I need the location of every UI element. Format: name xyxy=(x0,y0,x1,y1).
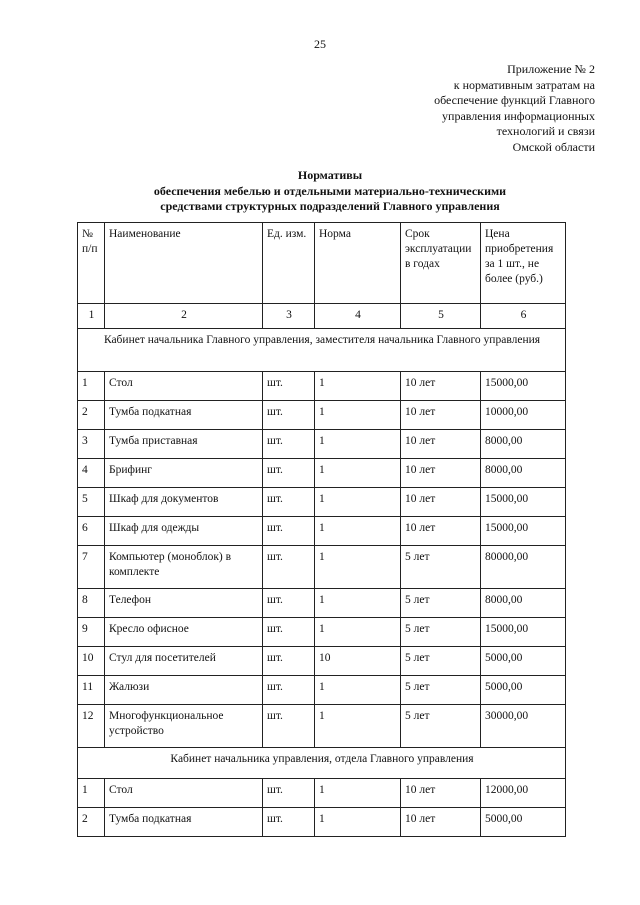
appendix-line: обеспечение функций Главного xyxy=(434,93,595,107)
cell-price: 15000,00 xyxy=(481,488,566,517)
cell-term: 5 лет xyxy=(401,589,481,618)
cell-name: Жалюзи xyxy=(105,676,263,705)
cell-unit: шт. xyxy=(263,430,315,459)
table-row xyxy=(78,618,566,647)
norms-table xyxy=(77,222,566,837)
cell-norm: 1 xyxy=(315,430,401,459)
appendix-line: управления информационных xyxy=(442,108,595,123)
cell-num: 2 xyxy=(78,401,105,430)
cell-price: 5000,00 xyxy=(481,808,566,837)
cell-unit: шт. xyxy=(263,517,315,546)
cell-price: 30000,00 xyxy=(481,705,566,748)
cell-norm: 1 xyxy=(315,676,401,705)
cell-price: 10000,00 xyxy=(481,401,566,430)
cell-norm: 1 xyxy=(315,779,401,808)
cell-price: 8000,00 xyxy=(481,430,566,459)
cell-norm: 1 xyxy=(315,618,401,647)
cell-price: 80000,00 xyxy=(481,546,566,589)
cell-price: 15000,00 xyxy=(481,372,566,401)
column-number: 5 xyxy=(401,304,481,329)
document-title xyxy=(80,168,580,215)
cell-num: 1 xyxy=(78,779,105,808)
column-number: 3 xyxy=(263,304,315,329)
cell-name: Тумба подкатная xyxy=(105,808,263,837)
cell-norm: 1 xyxy=(315,546,401,589)
cell-name: Компьютер (моноблок) в комплекте xyxy=(105,546,263,589)
cell-name: Телефон xyxy=(105,589,263,618)
cell-name: Тумба приставная xyxy=(105,430,263,459)
table-row xyxy=(78,647,566,676)
cell-term: 10 лет xyxy=(401,430,481,459)
appendix-line: Омской области xyxy=(512,139,595,154)
table-header-row xyxy=(78,223,566,304)
column-number-row xyxy=(78,304,566,329)
cell-unit: шт. xyxy=(263,589,315,618)
header-unit: Ед. изм. xyxy=(263,223,315,304)
cell-num: 6 xyxy=(78,517,105,546)
cell-num: 11 xyxy=(78,676,105,705)
table-row xyxy=(78,808,566,837)
table-row xyxy=(78,372,566,401)
appendix-line: технологий и связи xyxy=(496,124,595,138)
cell-price: 15000,00 xyxy=(481,618,566,647)
cell-price: 12000,00 xyxy=(481,779,566,808)
header-norm: Норма xyxy=(315,223,401,304)
cell-term: 5 лет xyxy=(401,647,481,676)
column-number: 1 xyxy=(78,304,105,329)
section-row xyxy=(78,748,566,779)
cell-norm: 1 xyxy=(315,517,401,546)
cell-norm: 1 xyxy=(315,488,401,517)
table-row xyxy=(78,459,566,488)
cell-norm: 1 xyxy=(315,589,401,618)
cell-price: 15000,00 xyxy=(481,517,566,546)
cell-term: 10 лет xyxy=(401,401,481,430)
cell-num: 2 xyxy=(78,808,105,837)
title-line: обеспечения мебелью и отдельными материально-техническими xyxy=(153,183,507,198)
cell-unit: шт. xyxy=(263,372,315,401)
appendix-note xyxy=(365,62,595,155)
column-number: 2 xyxy=(105,304,263,329)
cell-name: Многофункциональное устройство xyxy=(105,705,263,748)
cell-norm: 1 xyxy=(315,705,401,748)
cell-term: 5 лет xyxy=(401,618,481,647)
table-row xyxy=(78,401,566,430)
table-row xyxy=(78,488,566,517)
cell-num: 1 xyxy=(78,372,105,401)
cell-name: Стол xyxy=(105,779,263,808)
table-row xyxy=(78,430,566,459)
cell-unit: шт. xyxy=(263,779,315,808)
cell-norm: 1 xyxy=(315,808,401,837)
page-number: 25 xyxy=(314,37,326,51)
title-line: средствами структурных подразделений Главного управления xyxy=(160,199,500,213)
cell-price: 5000,00 xyxy=(481,647,566,676)
cell-unit: шт. xyxy=(263,459,315,488)
title-line: Нормативы xyxy=(297,168,363,182)
cell-num: 9 xyxy=(78,618,105,647)
cell-term: 10 лет xyxy=(401,488,481,517)
cell-price: 5000,00 xyxy=(481,676,566,705)
section-title: Кабинет начальника Главного управления, заместителя начальника Главного управления xyxy=(78,329,566,372)
cell-num: 4 xyxy=(78,459,105,488)
cell-norm: 10 xyxy=(315,647,401,676)
header-num: № п/п xyxy=(78,223,105,304)
cell-term: 10 лет xyxy=(401,808,481,837)
column-number: 6 xyxy=(481,304,566,329)
cell-num: 7 xyxy=(78,546,105,589)
cell-unit: шт. xyxy=(263,676,315,705)
appendix-line: Приложение № 2 xyxy=(507,62,595,76)
cell-term: 5 лет xyxy=(401,676,481,705)
table-row xyxy=(78,779,566,808)
cell-num: 3 xyxy=(78,430,105,459)
section-row xyxy=(78,329,566,372)
cell-name: Брифинг xyxy=(105,459,263,488)
cell-price: 8000,00 xyxy=(481,589,566,618)
appendix-line: к нормативным затратам на xyxy=(453,77,595,92)
table-row xyxy=(78,546,566,589)
cell-norm: 1 xyxy=(315,372,401,401)
cell-term: 10 лет xyxy=(401,372,481,401)
cell-unit: шт. xyxy=(263,705,315,748)
cell-term: 5 лет xyxy=(401,546,481,589)
cell-name: Шкаф для одежды xyxy=(105,517,263,546)
cell-price: 8000,00 xyxy=(481,459,566,488)
cell-num: 8 xyxy=(78,589,105,618)
cell-term: 10 лет xyxy=(401,517,481,546)
cell-name: Тумба подкатная xyxy=(105,401,263,430)
cell-norm: 1 xyxy=(315,459,401,488)
cell-num: 12 xyxy=(78,705,105,748)
table-row xyxy=(78,676,566,705)
section-title: Кабинет начальника управления, отдела Главного управления xyxy=(78,748,566,779)
cell-norm: 1 xyxy=(315,401,401,430)
cell-unit: шт. xyxy=(263,647,315,676)
cell-name: Стул для посетителей xyxy=(105,647,263,676)
column-number: 4 xyxy=(315,304,401,329)
cell-name: Шкаф для документов xyxy=(105,488,263,517)
cell-unit: шт. xyxy=(263,401,315,430)
table-row xyxy=(78,589,566,618)
header-term: Срок эксплуатации в годах xyxy=(401,223,481,304)
cell-num: 5 xyxy=(78,488,105,517)
table-row xyxy=(78,517,566,546)
cell-name: Кресло офисное xyxy=(105,618,263,647)
cell-term: 10 лет xyxy=(401,779,481,808)
cell-unit: шт. xyxy=(263,618,315,647)
header-name: Наименование xyxy=(105,223,263,304)
cell-name: Стол xyxy=(105,372,263,401)
cell-term: 5 лет xyxy=(401,705,481,748)
cell-num: 10 xyxy=(78,647,105,676)
header-price: Цена приобретения за 1 шт., не более (руб.) xyxy=(481,223,566,304)
cell-unit: шт. xyxy=(263,546,315,589)
cell-unit: шт. xyxy=(263,808,315,837)
cell-term: 10 лет xyxy=(401,459,481,488)
cell-unit: шт. xyxy=(263,488,315,517)
table-row xyxy=(78,705,566,748)
